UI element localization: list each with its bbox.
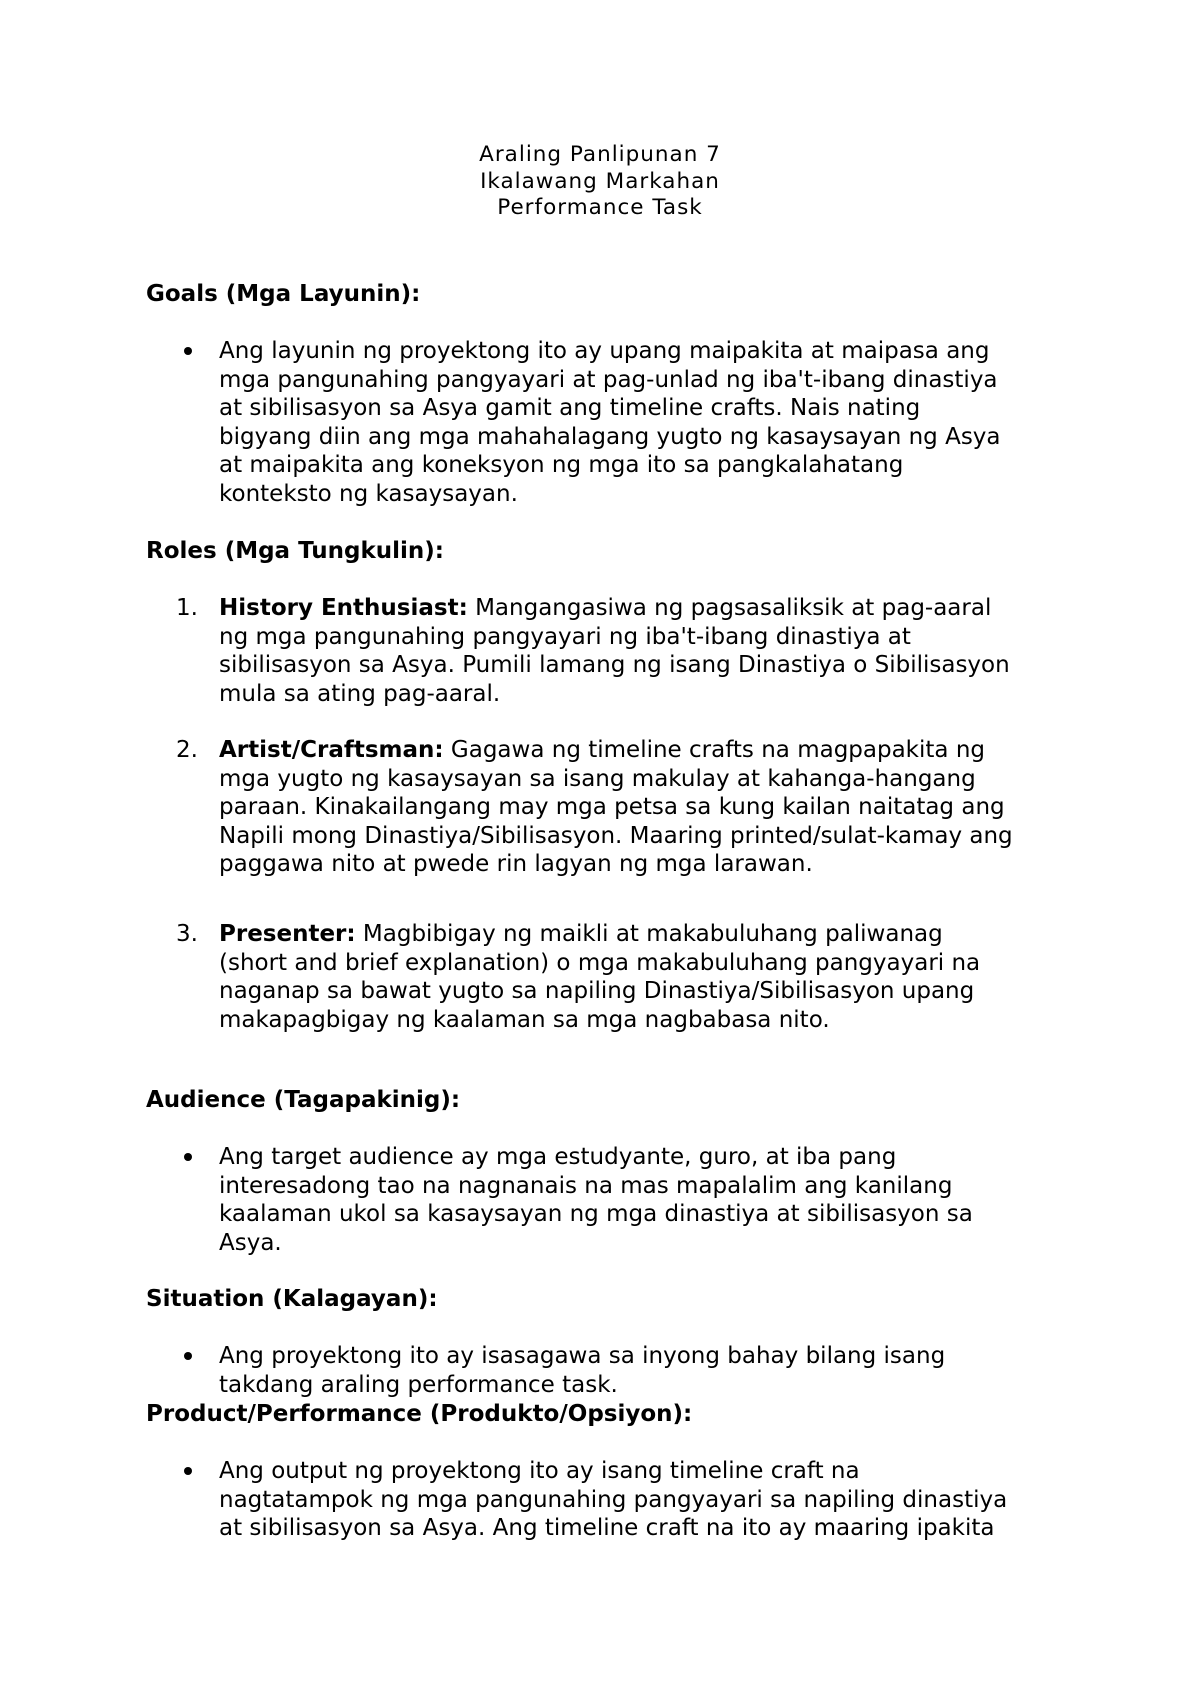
quarter-title: Ikalawang Markahan [480,168,720,194]
text-line: Ang proyektong ito ay isasagawa sa inyong bahay bilang isang [219,1343,946,1369]
text-line: Ang layunin ng proyektong ito ay upang maipakita at maipasa ang [219,338,990,364]
goals-text [219,337,1069,508]
situation-text [219,1342,1069,1399]
role-description: Mangangasiwa ng pagsasaliksik at pag-aaral [467,595,992,621]
text-line: makapagbigay ng kaalaman sa mga nagbabasa nito. [219,1006,830,1033]
text-line: nagtatampok ng mga pangunahing pangyayari sa napiling dinastiya [219,1486,1008,1513]
situation-heading: Situation (Kalagayan): [146,1286,438,1312]
role-title: History Enthusiast: [219,595,468,621]
role-description: Gagawa ng timeline crafts na magpapakita ng [443,737,985,763]
product-text [219,1457,1069,1543]
text-line: at sibilisasyon sa Asya gamit ang timeline crafts. Nais nating [219,395,921,421]
role-description: Magbibigay ng maikli at makabuluhang paliwanag [355,921,943,947]
list-number: 3. [176,921,198,947]
text-line: bigyang diin ang mga mahahalagang yugto ng kasaysayan ng Asya [219,423,1001,450]
text-line: ng mga pangunahing pangyayari ng iba't-ibang dinastiya at [219,623,911,650]
text-line: at sibilisasyon sa Asya. Ang timeline craft na ito ay maaring ipakita [219,1515,995,1541]
role-title: Artist/Craftsman: [219,737,444,763]
text-line: (short and brief explanation) o mga makabuluhang pangyayari na [219,949,981,976]
text-line: interesadong tao na nagnanais na mas mapalalim ang kanilang [219,1172,953,1199]
subject-title: Araling Panlipunan 7 [479,142,721,167]
role-text [219,594,1069,708]
text-line: Asya. [219,1229,282,1256]
text-line: takdang araling performance task. [219,1371,618,1398]
audience-text [219,1143,1069,1257]
text-line: konteksto ng kasaysayan. [219,480,518,507]
product-heading: Product/Performance (Produkto/Opsiyon): [146,1401,693,1427]
text-line: naganap sa bawat yugto sa napiling Dinastiya/Sibilisasyon upang [219,978,975,1004]
text-line [219,920,1069,949]
text-line: paraan. Kinakailangang may mga petsa sa kung kailan naitatag ang [219,794,1005,820]
text-line: paggawa nito at pwede rin lagyan ng mga larawan. [219,851,813,877]
text-line: mga yugto ng kasaysayan sa isang makulay at kahanga-hangang [219,765,976,792]
text-line [219,736,1069,765]
text-line: kaalaman ukol sa kasaysayan ng mga dinastiya at sibilisasyon sa [219,1201,973,1227]
task-title: Performance Task [497,195,703,220]
role-text [219,920,1069,1034]
text-line: mga pangunahing pangyayari at pag-unlad ng iba't-ibang dinastiya [219,366,998,393]
text-line [219,594,1069,623]
audience-heading: Audience (Tagapakinig): [146,1087,461,1113]
bullet-icon [184,347,192,355]
text-line: Ang output ng proyektong ito ay isang timeline craft na [219,1458,860,1484]
text-line: at maipakita ang koneksyon ng mga ito sa pangkalahatang [219,452,904,478]
text-line: Napili mong Dinastiya/Sibilisasyon. Maaring printed/sulat-kamay ang [219,822,1013,849]
role-text [219,736,1069,879]
roles-heading: Roles (Mga Tungkulin): [146,538,444,564]
list-number: 2. [176,737,198,763]
document-header [0,142,1200,222]
role-title: Presenter: [219,921,356,947]
bullet-icon [184,1352,192,1360]
text-line: Ang target audience ay mga estudyante, guro, at iba pang [219,1144,897,1170]
text-line: sibilisasyon sa Asya. Pumili lamang ng isang Dinastiya o Sibilisasyon [219,652,1010,678]
list-number: 1. [176,595,198,621]
text-line: mula sa ating pag-aaral. [219,680,501,707]
bullet-icon [184,1467,192,1475]
goals-heading: Goals (Mga Layunin): [146,281,421,307]
bullet-icon [184,1153,192,1161]
